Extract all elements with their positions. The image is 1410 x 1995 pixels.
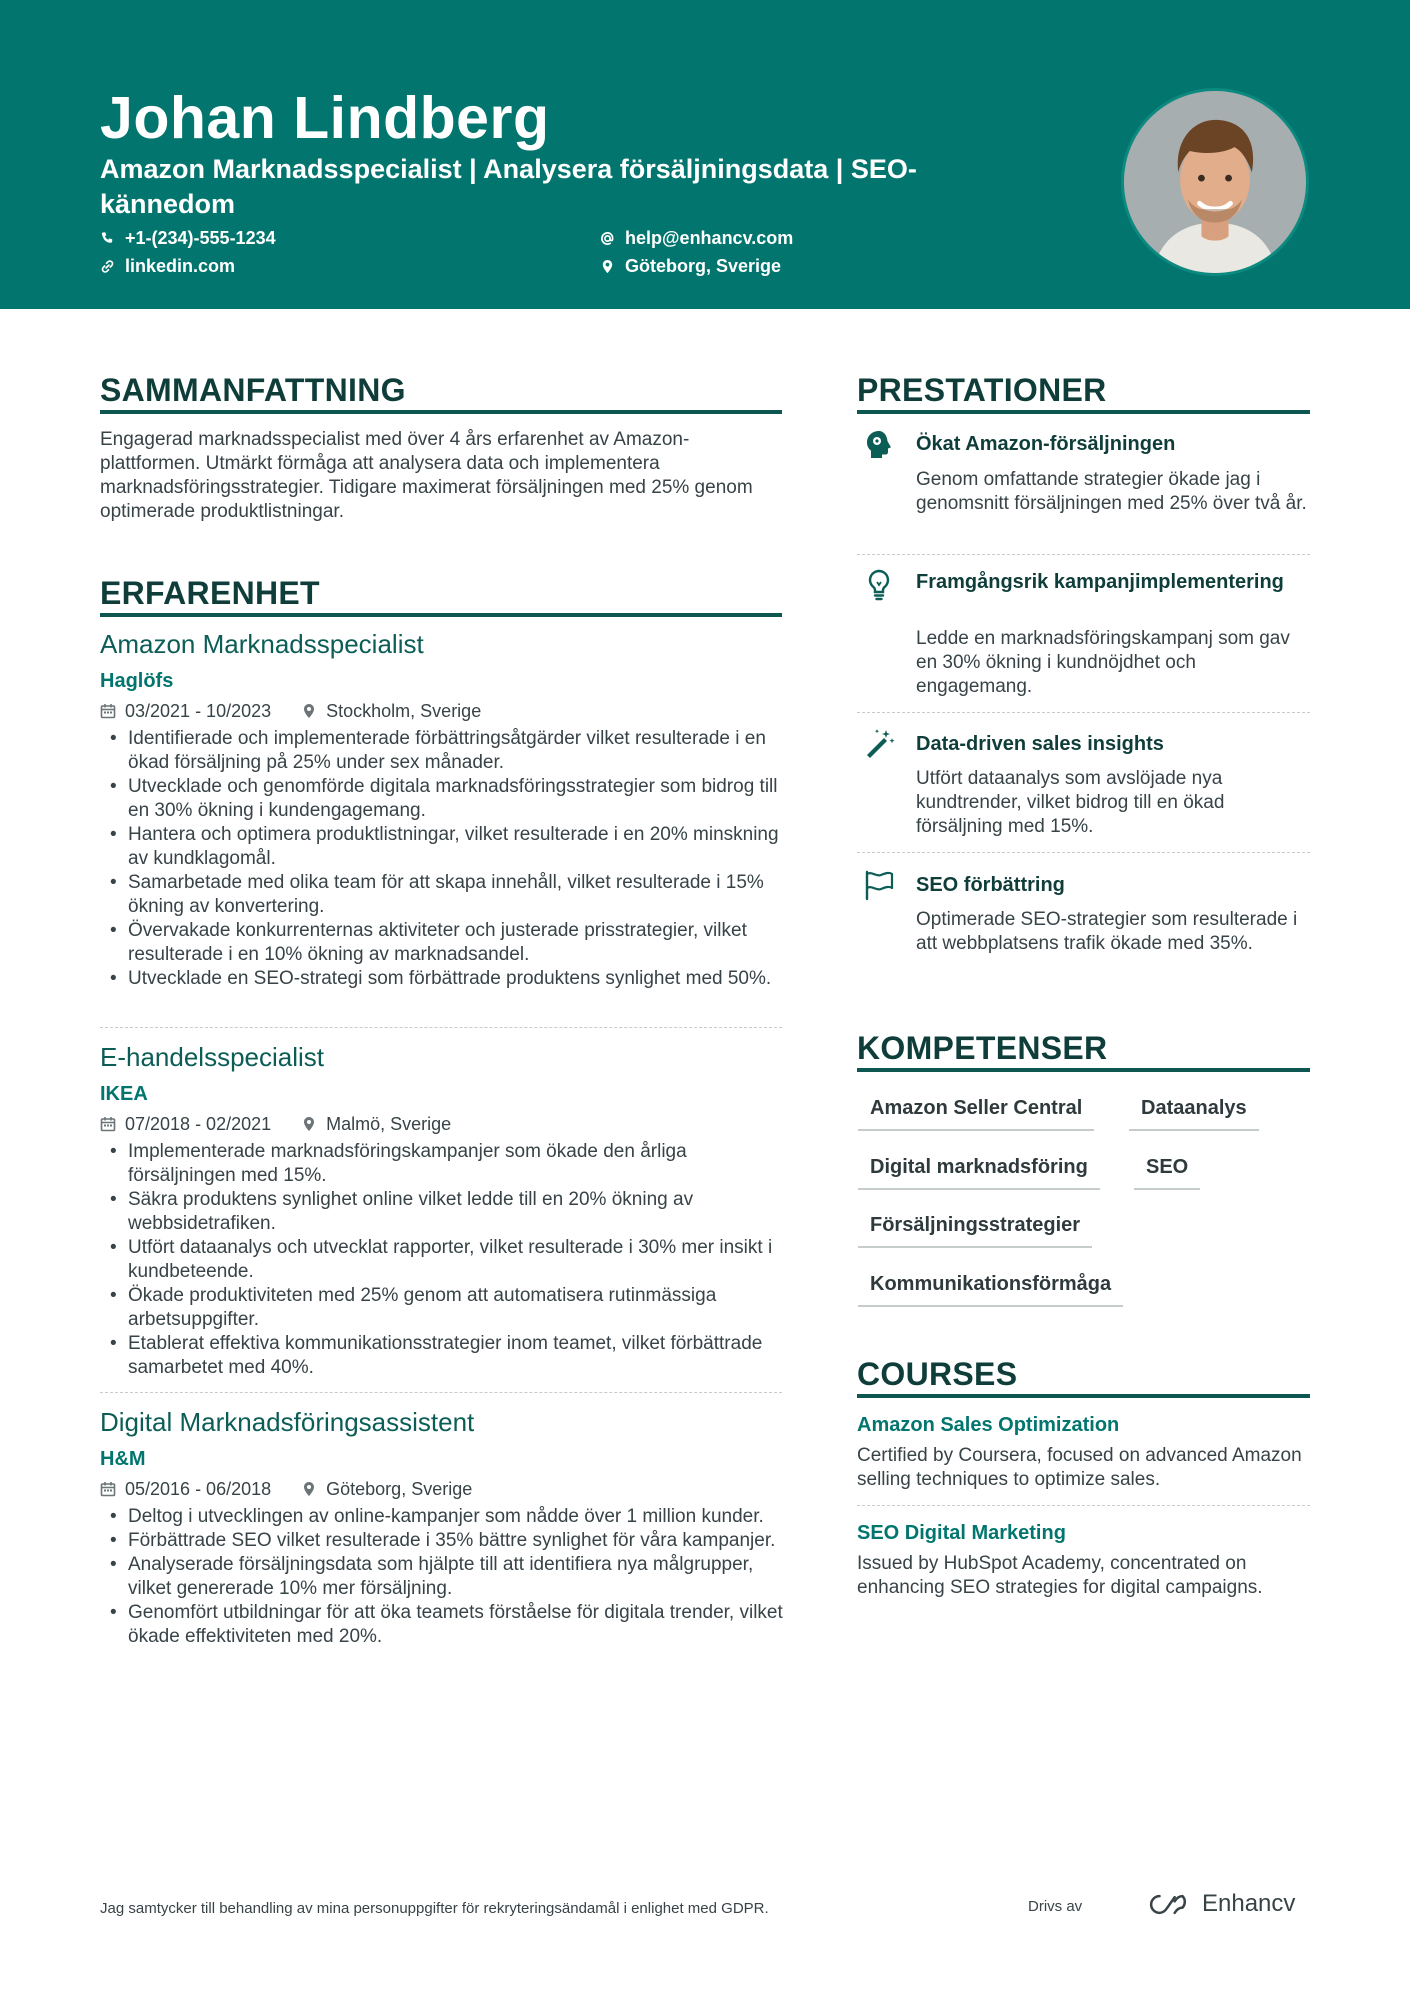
achievements-heading: PRESTATIONER (857, 372, 1107, 408)
list-item: • Ökade produktiviteten med 25% genom att automatisera rutinmässiga arbetsuppgifter. (100, 1284, 790, 1332)
job-dates: 07/2018 - 02/2021 (125, 1114, 272, 1134)
job-bullets (100, 1505, 790, 1649)
job-bullets (100, 1140, 790, 1380)
phone-icon (100, 231, 115, 246)
course-separator (857, 1505, 1310, 1506)
job-meta (100, 1477, 472, 1501)
job-location (301, 1112, 451, 1136)
job-role: Amazon Marknadsspecialist (100, 629, 424, 659)
achievement-title: SEO förbättring (916, 874, 1065, 896)
avatar-illustration (1124, 91, 1306, 273)
contact-phone[interactable] (100, 226, 276, 250)
location-pin-icon (600, 259, 615, 274)
job-location-text: Malmö, Sverige (326, 1114, 452, 1134)
skills-heading: KOMPETENSER (857, 1030, 1108, 1066)
flag-icon (862, 868, 896, 902)
job-location (301, 1477, 472, 1501)
list-item: • Förbättrade SEO vilket resulterade i 35% bättre synlighet för våra kampanjer. (100, 1529, 790, 1553)
summary-divider (100, 410, 782, 414)
list-item: • Utvecklade en SEO-strategi som förbättrade produktens synlighet med 50%. (100, 967, 790, 991)
calendar-icon (100, 1116, 116, 1132)
list-item: • Utvecklade och genomförde digitala marknadsföringsstrategier som bidrog till en 30% ökning i kundengagemang. (100, 775, 790, 823)
achievement-description: Genom omfattande strategier ökade jag i genomsnitt försäljningen med 25% över två år. (916, 469, 1307, 514)
course-title: Amazon Sales Optimization (857, 1414, 1120, 1436)
job-separator (100, 1027, 782, 1028)
skill-tag: Försäljningsstrategier (858, 1212, 1092, 1248)
course-description: Certified by Coursera, focused on advanced Amazon selling techniques to optimize sales. (857, 1445, 1302, 1490)
skill-tag: Dataanalys (1129, 1095, 1259, 1131)
phone-text: +1-(234)-555-1234 (125, 228, 276, 248)
list-item: • Identifierade och implementerade förbättringsåtgärder vilket resulterade i en ökad försäljning på 25% under sex månader. (100, 727, 790, 775)
list-item: • Etablerat effektiva kommunikationsstrategier inom teamet, vilket förbättrade samarbetet med 40%. (100, 1332, 790, 1380)
location-pin-icon (301, 1116, 317, 1132)
job-role: Digital Marknadsföringsassistent (100, 1407, 475, 1437)
achievement-title: Framgångsrik kampanjimplementering (916, 571, 1284, 593)
job-meta (100, 1112, 451, 1136)
linkedin-text: linkedin.com (125, 256, 236, 276)
skill-tag: Amazon Seller Central (858, 1095, 1094, 1131)
profile-photo (1121, 88, 1309, 276)
calendar-icon (100, 1481, 116, 1497)
skill-tag: Kommunikationsförmåga (858, 1271, 1123, 1307)
link-icon (100, 259, 115, 274)
job-role: E-handelsspecialist (100, 1042, 325, 1072)
lightbulb-icon (862, 568, 896, 602)
achievement-title: Data-driven sales insights (916, 733, 1164, 755)
gdpr-consent: Jag samtycker till behandling av mina personuppgifter för rekryteringsändamål i enlighet med GDPR. (100, 1900, 769, 1917)
list-item: • Säkra produktens synlighet online vilket ledde till en 20% ökning av webbsidetrafiken. (100, 1188, 790, 1236)
enhancv-logo-icon (1148, 1893, 1194, 1916)
achievement-separator (857, 852, 1310, 853)
job-company: H&M (100, 1448, 146, 1470)
candidate-name: Johan Lindberg (100, 85, 550, 151)
list-item: • Deltog i utvecklingen av online-kampanjer som nådde över 1 million kunder. (100, 1505, 790, 1529)
job-company: Haglöfs (100, 670, 174, 692)
job-dates: 03/2021 - 10/2023 (125, 701, 272, 721)
list-item: • Implementerade marknadsföringskampanjer som ökade den årliga försäljningen med 15%. (100, 1140, 790, 1188)
achievement-description: Ledde en marknadsföringskampanj som gav en 30% ökning i kundnöjdhet och engagemang. (916, 628, 1290, 697)
resume-header (0, 0, 1410, 309)
magic-wand-icon (862, 726, 896, 760)
courses-divider (857, 1394, 1310, 1398)
achievement-description: Utfört dataanalys som avslöjade nya kundtrender, vilket bidrog till en ökad försäljning med 15%. (916, 768, 1225, 837)
at-icon (600, 231, 615, 246)
list-item: • Hantera och optimera produktlistningar, vilket resulterade i en 20% minskning av kundklagomål. (100, 823, 790, 871)
course-title: SEO Digital Marketing (857, 1522, 1066, 1544)
contact-linkedin[interactable] (100, 254, 235, 278)
job-meta (100, 699, 481, 723)
job-location (301, 699, 481, 723)
skill-tag: SEO (1134, 1154, 1200, 1190)
summary-heading: SAMMANFATTNING (100, 372, 406, 408)
location-pin-icon (301, 703, 317, 719)
location-pin-icon (301, 1481, 317, 1497)
email-text: help@enhancv.com (625, 228, 794, 248)
brand-name: Enhancv (1202, 1890, 1296, 1917)
achievement-description: Optimerade SEO-strategier som resulterade i att webbplatsens trafik ökade med 35%. (916, 909, 1298, 954)
achievements-divider (857, 410, 1310, 414)
calendar-icon (100, 703, 116, 719)
list-item: • Analyserade försäljningsdata som hjälpte till att identifiera nya målgrupper, vilket genererade 10% mer försäljning. (100, 1553, 790, 1601)
achievement-separator (857, 712, 1310, 713)
job-company: IKEA (100, 1083, 148, 1105)
achievement-separator (857, 554, 1310, 555)
candidate-headline: Amazon Marknadsspecialist | Analysera försäljningsdata | SEO-kännedom (100, 154, 917, 219)
course-description: Issued by HubSpot Academy, concentrated on enhancing SEO strategies for digital campaigns. (857, 1553, 1263, 1598)
contact-email[interactable] (600, 226, 793, 250)
experience-heading: ERFARENHET (100, 575, 320, 611)
job-location-text: Stockholm, Sverige (326, 701, 482, 721)
achievement-title: Ökat Amazon-försäljningen (916, 433, 1176, 455)
list-item: • Utfört dataanalys och utvecklat rapporter, vilket resulterade i 30% mer insikt i kundbeteende. (100, 1236, 790, 1284)
courses-heading: COURSES (857, 1356, 1018, 1392)
powered-by-label: Drivs av (1028, 1898, 1083, 1915)
summary-text: Engagerad marknadsspecialist med över 4 års erfarenhet av Amazon-plattformen. Utmärkt förmåga att analysera data och implementera marknadsföringsstrategier. Tidigare maximerat försäljningen med 25% genom optimerade produktlistningar. (100, 429, 753, 522)
location-text: Göteborg, Sverige (625, 256, 782, 276)
skills-divider (857, 1068, 1310, 1072)
contact-location (600, 254, 781, 278)
job-separator (100, 1392, 782, 1393)
experience-divider (100, 613, 782, 617)
list-item: • Samarbetade med olika team för att skapa innehåll, vilket resulterade i 15% ökning av konvertering. (100, 871, 790, 919)
job-bullets (100, 727, 790, 991)
list-item: • Övervakade konkurrenternas aktiviteter och justerade prisstrategier, vilket resulterade i en 10% ökning av marknadsandel. (100, 919, 790, 967)
job-location-text: Göteborg, Sverige (326, 1479, 473, 1499)
job-dates: 05/2016 - 06/2018 (125, 1479, 272, 1499)
head-icon (862, 428, 896, 462)
list-item: • Genomfört utbildningar för att öka teamets förståelse för digitala trender, vilket ökade effektiviteten med 20%. (100, 1601, 790, 1649)
skill-tag: Digital marknadsföring (858, 1154, 1100, 1190)
brand-logo[interactable] (1148, 1890, 1295, 1918)
